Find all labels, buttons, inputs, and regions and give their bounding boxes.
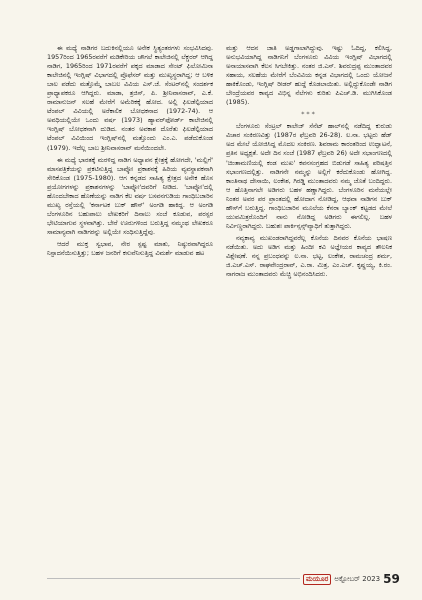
paragraph: ಬೆಂಗಳೂರು ಸೆಂಟ್ರಲ್ ಕಾಲೇಜ್ ಸೆನೆಟ್ ಹಾಲ್‌ನಲ್ಲಿ ನಡೆದಿದ್ದ ಕುರುಡು ವಿಚಾರ ಸಂಕಿರಣವಿತ್ತು (1987ರ ಫೆಬ್ರವರಿ 26-28). ಲ.ನಾ. ಭಟ್ಟರು ಹೆಡ್ ಅದ ಮೇಲೆ ಯೋಜಿಸಿದ್ದ ಮೊದಲ ಸಂಕಿರಣ. ಶಿವರಾಮ ಕಾರಂತರಿಂದ ಉದ್ಘಾಟನೆ, ಪ್ರತಿನ ಅಧ್ಯಕ್ಷತೆ. ಅದೇ ದಿನ ಸಂಜೆ (1987 ಫೆಬ್ರವರಿ 26) ಅದೇ ಸಭಾಂಗಣದಲ್ಲಿ 'ಚಿಂತಾಮಣಿಯಲ್ಲಿ ಕಂಡ ಮುಖ' ಕವನಸಂಗ್ರಹದ ಬಿಡುಗಡೆ ಸಾಹಿತ್ಯ ಪರಿಷತ್ತಿನ ಸಭಾಂಗಣದಲ್ಲಿತ್ತು. ನಾಡಿಗನೇ ನಮ್ಮನ್ನು ಅಲ್ಲಿಗೆ ಕರೆದುಕೊಂಡು ಹೋಗಿದ್ದ. ಕಾಂತಿನಾಥ ದೇಸಾಯಿ, ಲಂಕೇಶ, ಗಿರಡ್ಡಿ ಮುಂತಾದವರು ನಮ್ಮ ಜೊತೆ ಬಂದಿದ್ದರು. ಆ ಹೊತ್ತಿನಾಗಲೇ ಅಡಿಗರು ಬಹಳ ಹಣ್ಣಾಗಿದ್ದರು. ಬೆಂಗಳೂರಿನ ಮನೆಯಲ್ಲೇ ನಿಂತರ ಅವರ ಪರ ಪ್ರಾಂತದಲ್ಲಿ ಹೋದಾಗ ನೋಡಿದ್ದ, ಆಥವಾ ನಾಡಿಗನ ಬುಕ್ ಹೌಸ್‌ಗೆ ಬರುತ್ತಿದ್ದ. ಗಾಂಧಿಬಜಾರಿನ ಮೂಲೆಯ ಕೆನರಾ ಬ್ಯಾಂಕ್ ಕಟ್ಟಡದ ಮೇಲೆ ಯುವಮಿತ್ರರೊಂದಿಗೆ ನಾನು ನೋಡಿದ್ದ ಅಡಿಗರು ಈಗಲಿಲ್ಲ. ಬಹಳ ನಿರ್ವಿಣ್ಣರಾಗಿದ್ದರು. ಬಹುಶಃ ಪಾರ್ಕಿನ್ಸನ್ಸ್‌ವ್ಯಾಧಿಗೆ ತುತ್ತಾಗಿದ್ದರು.: [226, 122, 392, 230]
right-column: [226, 44, 392, 560]
paragraph: ಮತ್ತು ಆದನ ಜಾತಿ ಅಡ್ಡಗಾಲಾಗಿದ್ದುವು. ಇಷ್ಟು ಓದಿದ್ದ, ಕಲಿಸಿದ್ದ, ಅನುಭವಿಯಾಗಿದ್ದ ನಾಡಿಗನಿಗೆ ಬೆಂಗಳೂರು ವಿವಿಯ ಇಂಗ್ಲಿಷ್ ವಿಭಾಗದಲ್ಲಿ ಅನಾಯಾಸವಾಗಿ ಕೆಲಸ ಸಿಗಬೇಕಿತ್ತು. ನಂತರ ಜಿ.ಎಸ್. ಶಿವರುದ್ರಪ್ಪ ಮುಂತಾದವರ ಸಹಾಯ, ಸಲಹೆಯ ಮೇರೆಗೆ ಬೆಂವಿವಿಯ ಕನ್ನಡ ವಿಭಾಗದಲ್ಲಿ ಒಂದು ಯೋಜನೆ ಹಾಕಿಕೊಂಡು, ಇಂಗ್ಲಿಷ್ ರೀಡರ್ ಹುದ್ದೆ ಕೊಡಲಾಯಿತು. ಅಲ್ಲಿದ್ದುಕೊಂಡೇ ನಾಡಿಗ ಬೇಂದ್ರೆಯವರ ಕಾವ್ಯದ ವಿಭಿನ್ನ ನೆಲೆಗಳು ಕುರಿತು ಪಿಎಚ್.ಡಿ. ಮುಗಿಸಿಕೊಂಡ (1985).: [226, 44, 392, 107]
page-number: 59: [383, 572, 400, 586]
page-footer: [300, 572, 403, 586]
paragraph: ಆದರೆ ಮುಕ್ತ ಸ್ವಭಾವ, ನೇರ ಸ್ಪಷ್ಟ ಮಾತು, ನಿಷ್ಠುರವಾಗಿದ್ದರೂ ನಿಸ್ಪಾದನೆಯಿಸುತ್ತಿತ್ತು; ಬಹಳ ಜನರಿಗೆ ಕಸುವೆನಿಸುತ್ತಿದ್ದ ವಿಮರ್ಶೆ ಮಾಡುವ ಹಟ: [47, 239, 213, 258]
section-separator: ***: [301, 110, 317, 119]
magazine-logo: ಮಯೂರ: [303, 574, 331, 585]
issue-date: ಅಕ್ಟೋಬರ್ 2023: [334, 574, 381, 583]
left-column: [47, 44, 213, 560]
paragraph: ಈ ಮಧ್ಯೆ ಭಾರತಕ್ಕೆ ಮರಳಿದ್ದ ನಾಡಿಗ ಅಧ್ಯಾಪನ ಕ್ಷೇತ್ರಕ್ಕೆ ಹೋಗದೇ, 'ಮಲ್ಲಿಗೆ' ಮಾಸಪತ್ರಿಕೆಯನ್ನು ಪ್ರಕಟಿಸುತ್ತಿದ್ದ ಬಾಪ್ಕೋ ಪ್ರಕಾಶನಕ್ಕೆ ಹಿರಿಯ ವ್ಯವಸ್ಥಾಪಕನಾಗಿ ಸೇರಿಕೊಂಡ (1975-1980). ಆಗ ಕನ್ನಡದ ಸಾಹಿತ್ಯ ಕ್ಷೇತ್ರದ ಅನೇಕ ಹೊಸ ಪ್ರಯೋಗಗಳನ್ನು ಪ್ರಕಾಶನಗಳನ್ನು 'ಬಾಪ್ಕೋ'ದವರಿಗೆ ನೀಡಿದ. 'ಬಾಪ್ಕೋ'ದಲ್ಲಿ ಹೊಂದಬೇಕಾದ ಹೊಣೆಯನ್ನು ನಾಡಿಗ ಕೆಲ ವರ್ಷ ಬಸವನಗುಡಿಯ ಗಾಂಧಿಬಜಾರಿನ ಮುಖ್ಯ ರಸ್ತೆಯಲ್ಲಿ 'ಕರ್ನಾಟಕ ಬುಕ್ ಹೌಸ್' ಅಂಗಡಿ ಹಾಕಿದ್ದ. ಆ ಅಂಗಡಿ ಬೆಂಗಳೂರಿನ ಬಹುಪಾಲು ಲೇಖಕರಿಗೆ ದಿನಾಲು ಸಂಜೆ ಕೂಡುವ, ಪರಸ್ಪರ ಭೇಟಿಯಾಗುವ ಸ್ಥಳವಾಗಿತ್ತು. ಬೇರೆ ಊರುಗಳಿಂದ ಬರುತ್ತಿದ್ದ ನಮ್ಮಂಥ ಲೇಖಕರೂ ಸಾಮಾನ್ಯವಾಗಿ ನಾಡಿಗರನ್ನು ಅಲ್ಲಿಯೇ ಸಂಧಿಸುತ್ತಿದ್ದೆವು.: [47, 155, 213, 236]
paragraph: ಈ ಮಧ್ಯೆ ನಾಡಿಗರ ಬದುಕಿನಲ್ಲಿಯೂ ಅನೇಕ ಸ್ಥಿತ್ಯಂತರಗಳು ಸಂಭವಿಸಿದವು. 1957ರಿಂದ 1965ರವರೆಗೆ ಮಡಿಕೇರಿಯ ಚೌಗಲೆ ಕಾಲೇಜಿನಲ್ಲಿ ಲೆಕ್ಚರರ್ ಆಗಿದ್ದ ನಾಡಿಗ, 1965ರಿಂದ 1971ರವರೆಗೆ ಪಕ್ಕದ ಮಾಡಾದ ಸೇಂಟ್ ಫಿಲೋಮಿನಾ ಕಾಲೇಜಿನಲ್ಲಿ ಇಂಗ್ಲಿಷ್ ವಿಭಾಗದಲ್ಲಿ ಪ್ರೊಫೆಸರ್ ಮತ್ತು ಮುಖ್ಯಸ್ಥರಾಗಿದ್ದ; ಆ ಬಳಿಕ ಬಾಲ ಪಡೆದು ಮತ್ತೊಮ್ಮೆ ಬಾಬಲ ವಿವಿಯ ಎಸ್.ಜೆ. ಸೆಂಟರ್‌ನಲ್ಲಿ ಸಂದರ್ಶಕ ಪ್ರಾಧ್ಯಾಪಕರೂ ಆಗಿದ್ದರು. ಮಾಡಾ, ತ್ರಜಿಸ್, ಪಿ. ಶ್ರೀನಿವಾಸರಾವ್, ಎ.ಕೆ. ರಾಮಾನುಜನ್ ಸಲಹೆ ಮೇರೆಗೆ ಅಮೆರಿಕಕ್ಕೆ ಹೋದ. ಅಲ್ಲಿ ಫಿಲಡೆಲ್ಫಿಯಾದ ಟೆಂಪಲ್ ವಿವಿಯಲ್ಲಿ ಅರೆಕಾಲಿಕ ಬೋಧಕನಾದ (1972-74). ಆ ಅವಧಿಯಲ್ಲಿಯೇ ಒಂದು ವರ್ಷ (1973) ಹ್ಯಾವರ್‌ಫೋರ್ಡ್ ಕಾಲೇಜಿನಲ್ಲಿ ಇಂಗ್ಲಿಷ್ ಬೋಧಕನಾಗಿ ದುಡಿದ. ನಂತರ ಅವಕಾಶ ದೊರೆತು ಫಿಲಡೆಲ್ಫಿಯಾದ ಟೆಂಪಲ್ ವಿವಿಯಿಂದ ಇಂಗ್ಲಿಷ್‌ನಲ್ಲಿ ಮತ್ತೊಂದು ಎಂ.ಎ. ಪಡೆದುಕೊಂಡ (1979). ಇದೆಲ್ಲ ಬಾಬ ಶ್ರೀನಿವಾಸರಾವ್ ಮನೆಯಿಂದಲೇ.: [47, 44, 213, 152]
paragraph: ನವ್ಯಕಾವ್ಯ ಮುಖಂಡರಾಗಿದ್ದವರೆಲ್ಲ ಕೊನೆಯ ದಿನವರ ಕೊನೆಯ ಭಾಷಣ ನಡೆಯಿತು. ಅದು ಅಡಿಗ ಮತ್ತು ಹಿಂದೀ ಕವಿ ಅಜ್ಞೇಯರ ಕಾವ್ಯದ ತೌಲನಿಕ ವಿಶ್ಲೇಷಣೆ. ನನ್ನ ಪ್ರಬಂಧವನ್ನು ಲ.ನಾ. ಭಟ್ಟ, ಲಂಕೇಶ, ರಾಮಚಂದ್ರ ಶರ್ಮ, ಜಿ.ಎಚ್.ಎಸ್. ರಾಘವೇಂದ್ರರಾವ್, ಎ.ರಾ. ಮಿತ್ರ, ಎಂ.ಎಚ್. ಕೃಷ್ಣಯ್ಯ, ಕಿ.ರಂ. ನಾಗರಾಜ ಮುಂತಾದವರು ಮೆಚ್ಚಿ ಅಭಿನಂದಿಸಿದರು.: [226, 233, 392, 279]
